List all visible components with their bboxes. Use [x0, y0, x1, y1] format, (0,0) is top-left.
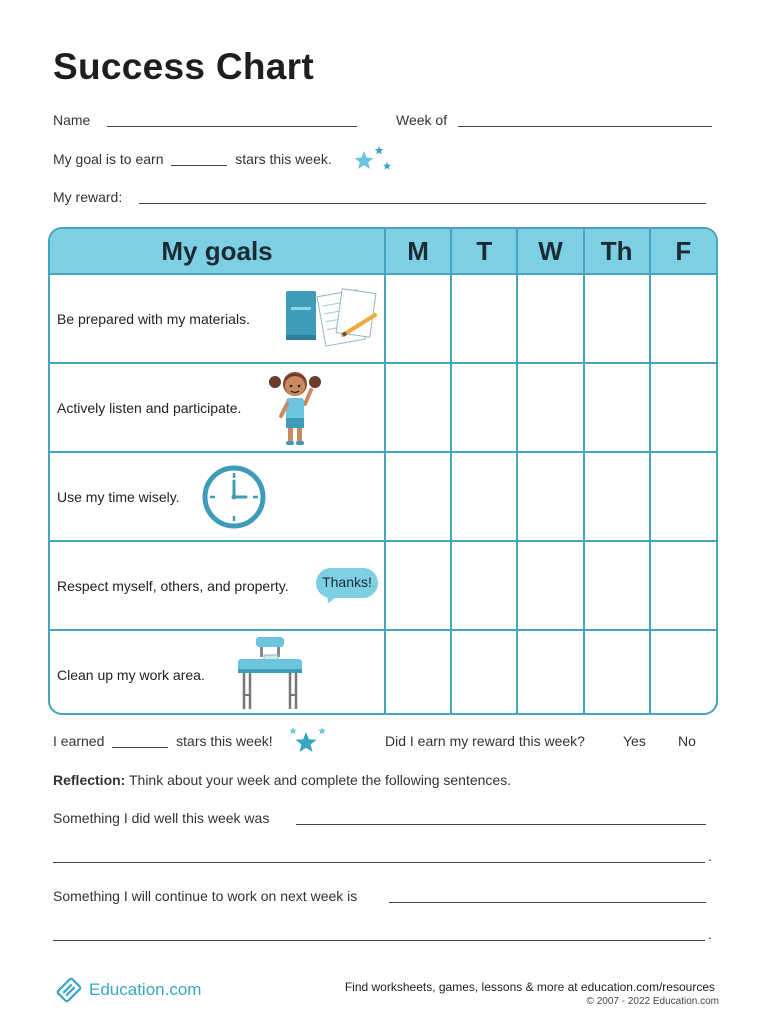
copyright: © 2007 - 2022 Education.com	[586, 996, 719, 1007]
goal-cell	[50, 452, 385, 541]
education-logo-icon	[53, 974, 85, 1006]
check-cell[interactable]	[517, 541, 583, 630]
day-header-monday: M	[385, 229, 451, 274]
earned-suffix: stars this week!	[176, 733, 273, 749]
check-cell[interactable]	[451, 363, 517, 452]
goal-cell	[50, 541, 385, 630]
chart-header-row	[50, 229, 716, 274]
goal-prefix: My goal is to earn	[53, 151, 164, 167]
reflection-text: Think about your week and complete the following sentences.	[128, 772, 512, 788]
goal-cell	[50, 363, 385, 452]
goal-row	[50, 274, 716, 363]
check-cell[interactable]	[650, 630, 716, 715]
check-cell[interactable]	[385, 274, 451, 363]
check-cell[interactable]	[584, 274, 650, 363]
name-label: Name	[53, 112, 91, 128]
week-of-field[interactable]	[458, 126, 712, 127]
reflection-prompt-2: Something I will continue to work on next week is	[53, 888, 358, 904]
check-cell[interactable]	[584, 452, 650, 541]
reward-field[interactable]	[139, 203, 706, 204]
period-mark: .	[708, 926, 712, 942]
earned-stars-field[interactable]	[112, 747, 168, 748]
reflection-answer-2b[interactable]	[53, 940, 705, 941]
name-field[interactable]	[107, 126, 357, 127]
goal-text: Clean up my work area.	[57, 666, 205, 683]
yes-option[interactable]: Yes	[623, 733, 646, 749]
check-cell[interactable]	[385, 363, 451, 452]
stars-icon	[286, 724, 330, 758]
check-cell[interactable]	[385, 452, 451, 541]
desk-chair-icon	[236, 635, 306, 713]
check-cell[interactable]	[584, 630, 650, 715]
earned-line	[53, 733, 273, 749]
goal-suffix: stars this week.	[235, 151, 332, 167]
check-cell[interactable]	[650, 452, 716, 541]
check-cell[interactable]	[385, 630, 451, 715]
check-cell[interactable]	[517, 274, 583, 363]
girl-raising-hand-icon	[265, 368, 325, 448]
goal-row	[50, 630, 716, 715]
check-cell[interactable]	[650, 363, 716, 452]
goal-line	[53, 151, 332, 167]
check-cell[interactable]	[517, 630, 583, 715]
reflection-prompt-1: Something I did well this week was	[53, 810, 270, 826]
goal-cell	[50, 630, 385, 715]
page-title: Success Chart	[53, 46, 314, 87]
reward-label: My reward:	[53, 189, 123, 205]
reflection-answer-1b[interactable]	[53, 862, 705, 863]
day-header-friday: F	[650, 229, 716, 274]
period-mark: .	[708, 848, 712, 864]
check-cell[interactable]	[517, 363, 583, 452]
reflection-instructions	[53, 772, 511, 788]
check-cell[interactable]	[650, 274, 716, 363]
speech-bubble-text: Thanks!	[322, 574, 372, 590]
day-header-wednesday: W	[517, 229, 583, 274]
clock-icon	[202, 465, 266, 529]
footer-tagline: Find worksheets, games, lessons & more at education.com/resources	[344, 980, 715, 994]
speech-bubble-icon	[316, 568, 378, 610]
no-option[interactable]: No	[678, 733, 696, 749]
goal-cell	[50, 274, 385, 363]
goal-text: Actively listen and participate.	[57, 399, 242, 416]
education-com-logo[interactable]	[53, 974, 201, 1006]
goal-row	[50, 452, 716, 541]
goals-chart	[48, 227, 718, 715]
check-cell[interactable]	[451, 452, 517, 541]
check-cell[interactable]	[451, 630, 517, 715]
check-cell[interactable]	[385, 541, 451, 630]
check-cell[interactable]	[451, 274, 517, 363]
check-cell[interactable]	[517, 452, 583, 541]
goal-row	[50, 541, 716, 630]
day-header-tuesday: T	[451, 229, 517, 274]
goal-text: Be prepared with my materials.	[57, 310, 250, 327]
goals-column-header: My goals	[50, 229, 385, 274]
reflection-answer-2a[interactable]	[389, 902, 706, 903]
check-cell[interactable]	[584, 363, 650, 452]
goal-text: Respect myself, others, and property.	[57, 577, 289, 594]
goal-stars-field[interactable]	[171, 165, 227, 166]
day-header-thursday: Th	[584, 229, 650, 274]
reflection-label: Reflection:	[53, 772, 126, 788]
stars-icon	[350, 144, 396, 178]
reflection-answer-1a[interactable]	[296, 824, 706, 825]
brand-name: Education.com	[89, 980, 202, 999]
goals-table	[50, 229, 716, 715]
week-of-label: Week of	[396, 112, 448, 128]
check-cell[interactable]	[650, 541, 716, 630]
reward-question: Did I earn my reward this week?	[385, 733, 585, 749]
goal-row	[50, 363, 716, 452]
goal-text: Use my time wisely.	[57, 488, 180, 505]
book-paper-pencil-icon	[283, 287, 379, 351]
check-cell[interactable]	[451, 541, 517, 630]
check-cell[interactable]	[584, 541, 650, 630]
earned-prefix: I earned	[53, 733, 105, 749]
